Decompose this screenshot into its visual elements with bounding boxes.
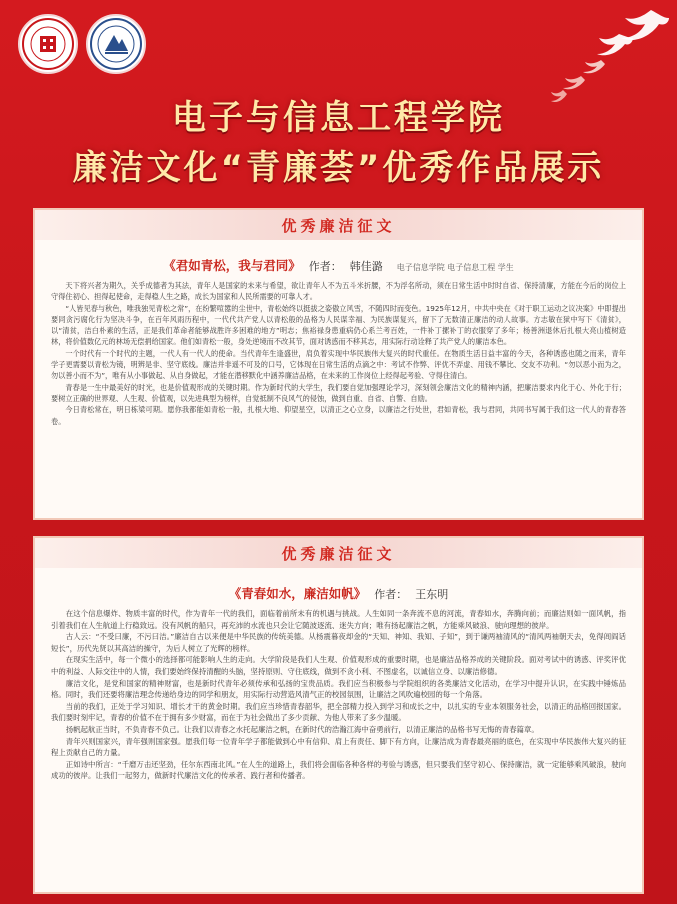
college-logo: [86, 14, 146, 74]
paragraph: 古人云：“不受曰廉，不污曰洁。”廉洁自古以来便是中华民族的传统美德。从杨震暮夜却金的“天知、神知、我知、子知”，到于谦两袖清风的“清风两袖朝天去，免得闾阎话短长”，历代先贤以其高洁的操守，为后人树立了光辉的榜样。: [51, 632, 626, 653]
paragraph: 廉洁文化，是党和国家的精神财富，也是新时代青年必须传承和弘扬的宝贵品质。我们应当积极参与学院组织的各类廉洁文化活动，在学习中提升认识，在实践中锤炼品格。同时，我们还要将廉洁理念传递给身边的同学和朋友，用实际行动营造风清气正的校园氛围，让廉洁之风吹遍校园的每一个角落。: [51, 678, 626, 700]
author-unit: 电子信息学院 电子信息工程 学生: [396, 263, 514, 272]
paragraph: 正如诗中所言：“千磨万击还坚劲，任尔东西南北风。”在人生的道路上，我们将会面临各种各样的考验与诱惑，但只要我们坚守初心、保持廉洁，就一定能够乘风破浪，驶向成功的彼岸。让我们一起努力，做新时代廉洁文化的传承者、践行者和传播者。: [51, 759, 626, 781]
paragraph: 天下将兴者为期久，关乎成德者为其法，青年人是国家的未来与希望，欲让青年人不为五斗米折腰，不为浮名所动，须在日常生活中时时自省、保持清廉，方能在今后的岗位上守得住初心、担得起使命，走得稳人生之路，成长为国家和人民所需要的可靠人才。: [51, 281, 626, 302]
essay-heading: [35, 584, 642, 602]
panel-header: [35, 538, 642, 568]
header-logos: [18, 14, 146, 74]
paragraph: “人皆见春与秋色，唯我独见青松之常”，在纷繁喧嚣的尘世中，青松始终以挺拔之姿傲立风雪，不随四时而变色。1925年12月，中共中央在《对于职工运动之议决案》中即提出要同贪污腐化行为坚决斗争，在百年风雨历程中，一代代共产党人以青松般的品格为人民谋幸福、为民族谋复兴，留下了无数清正廉洁的动人故事。方志敏在狱中写下《清贫》，以“清贫，洁白朴素的生活，正是我们革命者能够战胜许多困难的地方”明志；焦裕禄身患重病仍心系兰考百姓，一件补丁摞补丁的衣服穿了多年；杨善洲退休后扎根大亮山植树造林，将价值数亿元的林场无偿捐给国家。他们如青松一般，身处逆境而不改其节，面对诱惑而不移其志，用实际行动诠释了共产党人的廉洁本色。: [51, 303, 626, 347]
author-name: 韩佳潞: [349, 260, 383, 273]
paragraph: 一个时代有一个时代的主题，一代人有一代人的使命。当代青年生逢盛世，肩负着实现中华民族伟大复兴的时代重任。在物质生活日益丰富的今天，各种诱惑也随之而来，青年学子更需要以青松为镜，明辨是非、坚守底线。廉洁并非遥不可及的口号，它体现在日常生活的点滴之中：考试不作弊、评优不弄虚、用钱不攀比、交友不功利。“勿以恶小而为之，勿以善小而不为”，唯有从小事做起、从自身做起，才能在潜移默化中涵养廉洁品格，在未来的工作岗位上经得起考验、守得住清白。: [51, 348, 626, 381]
page-title-line2: 廉洁文化“青廉荟”优秀作品展示: [72, 148, 605, 188]
essay-title: 《君如青松，我与君同》: [163, 258, 301, 273]
section-ribbon: 优秀廉洁征文: [281, 544, 396, 563]
section-ribbon: 优秀廉洁征文: [281, 216, 396, 235]
paragraph: 今日青松常在，明日栋梁可期。愿你我都能如青松一般，扎根大地、仰望星空，以清正之心立身，以廉洁之行处世，君如青松，我与君同，共同书写属于我们这一代人的青春答卷。: [51, 405, 626, 426]
university-seal-icon: [21, 17, 75, 71]
essay-panel-1: [33, 208, 644, 520]
essay-heading: [35, 256, 642, 274]
university-logo: [18, 14, 78, 74]
author-name: 王东明: [415, 588, 449, 601]
essay-body: [35, 602, 642, 782]
author-label: 作者：: [374, 588, 408, 601]
author-label: 作者：: [308, 260, 342, 273]
panel-header: [35, 210, 642, 240]
college-emblem-icon: [89, 17, 143, 71]
paragraph: 青春是一生中最美好的时光，也是价值观形成的关键时期。作为新时代的大学生，我们要自觉加强理论学习，深刻领会廉洁文化的精神内涵，把廉洁要求内化于心、外化于行；要树立正确的世界观、人生观、价值观，以先进典型为榜样，自觉抵制不良风气的侵蚀，做到自重、自省、自警、自励。: [51, 382, 626, 403]
paragraph: 当前的我们，正处于学习知识、增长才干的黄金时期。我们应当珍惜青春韶华，把全部精力投入到学习和成长之中，以扎实的专业本领服务社会，以清正的品格回报国家。我们要时刻牢记，青春的价值不在于拥有多少财富，而在于为社会做出了多少贡献、为他人带来了多少温暖。: [51, 701, 626, 723]
essay-panel-2: [33, 536, 644, 894]
page-title-line1: 电子与信息工程学院: [172, 98, 505, 138]
paragraph: 扬帆起航正当时，不负青春不负己。让我们以青春之水托起廉洁之帆，在新时代的浩瀚江海中奋勇前行，以清正廉洁的品格书写无悔的青春篇章。: [65, 724, 539, 734]
essay-body: [35, 274, 642, 427]
paragraph: 青年兴则国家兴，青年强则国家强。愿我们每一位青年学子都能做到心中有信仰、肩上有责任、脚下有方向，让廉洁成为青春最亮丽的底色，在实现中华民族伟大复兴的征程上贡献自己的力量。: [51, 736, 626, 758]
paragraph: 在现实生活中，每一个微小的选择都可能影响人生的走向。大学阶段是我们人生观、价值观形成的重要时期，也是廉洁品格养成的关键阶段。面对考试中的诱惑、评奖评优中的利益、人际交往中的人情，我们要始终保持清醒的头脑，坚持原则、守住底线，做到不贪小利、不图虚名，以诚信立身、以廉洁修德。: [51, 655, 626, 676]
paragraph: 在这个信息爆炸、物质丰富的时代，作为青年一代的我们，面临着前所未有的机遇与挑战。人生如同一条奔流不息的河流，青春如水，奔腾向前；而廉洁则如一面风帆，指引着我们在人生航道上行稳致远。没有风帆的船只，再充沛的水流也只会让它随波逐流、迷失方向；唯有扬起廉洁之帆，方能乘风破浪、驶向理想的彼岸。: [51, 609, 626, 630]
essay-title: 《青春如水，廉洁如帆》: [228, 586, 367, 601]
